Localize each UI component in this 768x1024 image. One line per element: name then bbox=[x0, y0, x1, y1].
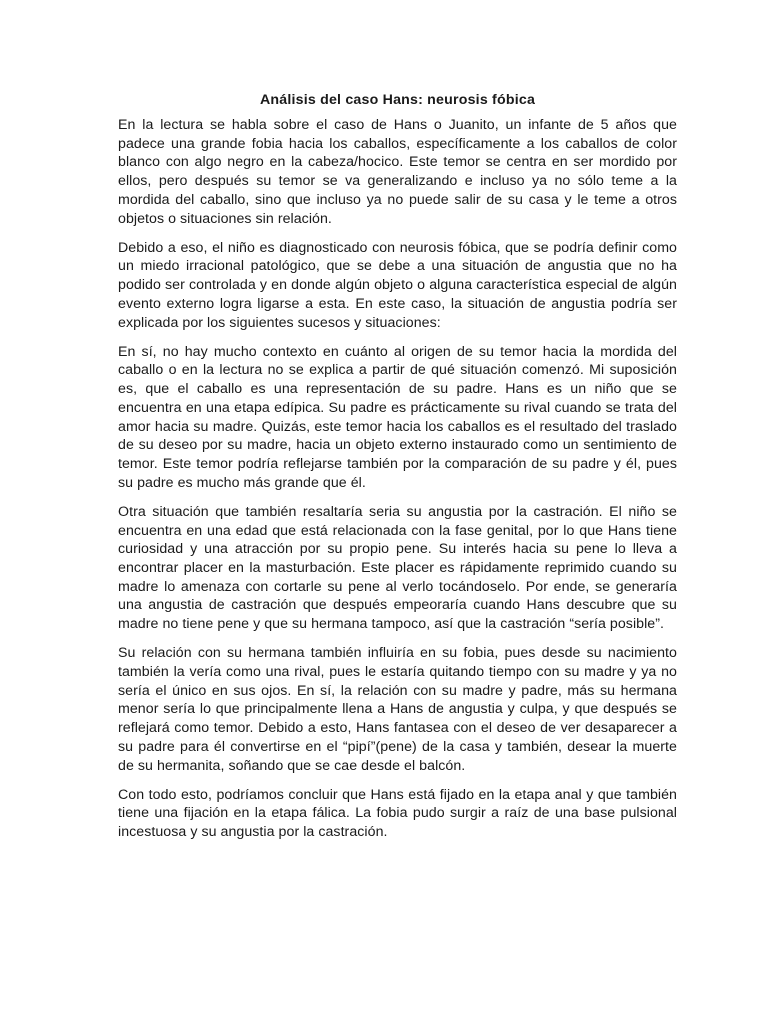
paragraph-2: Debido a eso, el niño es diagnosticado con neurosis fóbica, que se podría definir como un miedo irracional patológico, que se debe a una situación de angustia que no ha podido ser controlada y en donde algún objeto o alguna característica especial de algún evento externo logra ligarse a esta. En este caso, la situación de angustia podría ser explicada por los siguientes sucesos y situaciones: bbox=[118, 239, 677, 331]
document-page bbox=[118, 90, 677, 852]
paragraph-4: Otra situación que también resaltaría seria su angustia por la castración. El niño se encuentra en una edad que está relacionada con la fase genital, por lo que Hans tiene curiosidad y una atracción por su propio pene. Su interés hacia su pene lo lleva a encontrar placer en la masturbación. Este placer es rápidamente reprimido cuando su madre lo amenaza con cortarle su pene al verlo tocándoselo. Por ende, se generaría una angustia de castración que después empeoraría cuando Hans descubre que su madre no tiene pene y que su hermana tampoco, así que la castración “sería posible”. bbox=[118, 503, 677, 633]
paragraph-3: En sí, no hay mucho contexto en cuánto al origen de su temor hacia la mordida del caballo o en la lectura no se explica a partir de qué situación comenzó. Mi suposición es, que el caballo es una representación de su padre. Hans es un niño que se encuentra en una etapa edípica. Su padre es prácticamente su rival cuando se trata del amor hacia su madre. Quizás, este temor hacia los caballos es el resultado del traslado de su deseo por su madre, hacia un objeto externo instaurado como un sentimiento de temor. Este temor podría reflejarse también por la comparación de su padre y él, pues su padre es mucho más grande que él. bbox=[118, 343, 677, 491]
paragraph-5: Su relación con su hermana también influiría en su fobia, pues desde su nacimiento también la vería como una rival, pues le estaría quitando tiempo con su madre y ya no sería el único en sus ojos. En sí, la relación con su madre y padre, más su hermana menor sería lo que principalmente llena a Hans de angustia y culpa, y que después se reflejará como temor. Debido a esto, Hans fantasea con el deseo de ver desaparecer a su padre para él convertirse en el “pipí”(pene) de la casa y también, desear la muerte de su hermanita, soñando que se cae desde el balcón. bbox=[118, 645, 677, 774]
paragraph-1: En la lectura se habla sobre el caso de Hans o Juanito, un infante de 5 años que padece una grande fobia hacia los caballos, específicamente a los caballos de color blanco con algo negro en la cabeza/hocico. Este temor se centra en ser mordido por ellos, pero después su temor se va generalizando e incluso ya no sólo teme a la mordida del caballo, sino que incluso ya no puede salir de su casa y le teme a otros objetos o situaciones sin relación. bbox=[118, 117, 677, 227]
paragraph-6: Con todo esto, podríamos concluir que Hans está fijado en la etapa anal y que también tiene una fijación en la etapa fálica. La fobia pudo surgir a raíz de una base pulsional incestuosa y su angustia por la castración. bbox=[118, 786, 677, 841]
document-title: Análisis del caso Hans: neurosis fóbica bbox=[259, 92, 536, 108]
